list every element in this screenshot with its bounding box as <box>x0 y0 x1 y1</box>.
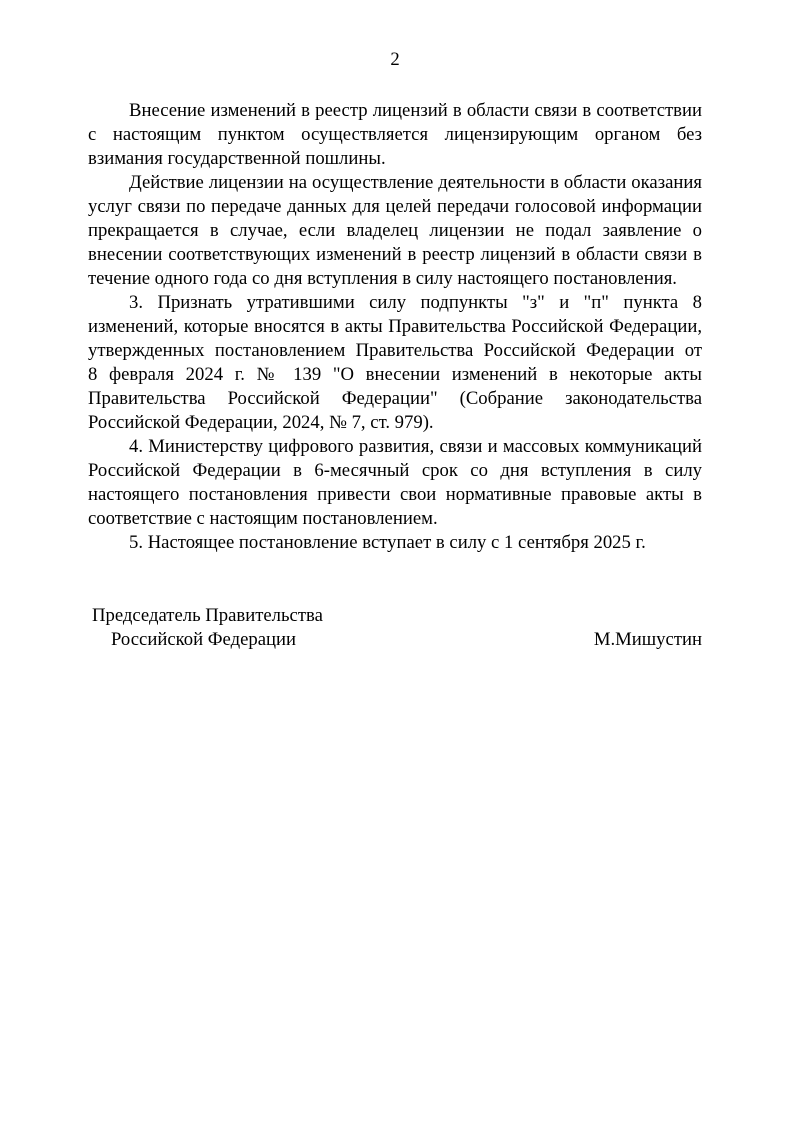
paragraph-item-3: 3. Признать утратившими силу подпункты "з" и "п" пункта 8 изменений, которые вносятся в акты Правительства Российской Федерации, утвержденных постановлением Правительства Российской Федерации от 8 февраля 2024 г. № 139 "О внесении изменений в некоторые акты Правительства Российской Федерации" (Собрание законодательства Российской Федерации, 2024, № 7, ст. 979). <box>88 292 702 433</box>
signature-block <box>88 604 702 652</box>
paragraph-license-termination: Действие лицензии на осуществление деятельности в области оказания услуг связи по передаче данных для целей передачи голосовой информации прекращается в случае, если владелец лицензии не подал заявление о внесении соответствующих изменений в реестр лицензий в области связи в течение одного года со дня вступления в силу настоящего постановления. <box>88 172 702 289</box>
signature-role <box>88 604 323 652</box>
signature-role-line1: Председатель Правительства <box>92 605 323 626</box>
document-body <box>88 99 702 652</box>
signature-role-line2: Российской Федерации <box>111 629 297 650</box>
paragraph-item-4: 4. Министерству цифрового развития, связи и массовых коммуникаций Российской Федерации в 6-месячный срок со дня вступления в силу настоящего постановления привести свои нормативные правовые акты в соответствие с настоящим постановлением. <box>88 436 702 529</box>
paragraph-license-register-changes: Внесение изменений в реестр лицензий в области связи в соответствии с настоящим пунктом осуществляется лицензирующим органом без взимания государственной пошлины. <box>88 100 702 169</box>
page-number: 2 <box>390 49 400 70</box>
paragraph-item-5: 5. Настоящее постановление вступает в силу с 1 сентября 2025 г. <box>129 532 646 553</box>
signature-name: М.Мишустин <box>593 629 702 650</box>
